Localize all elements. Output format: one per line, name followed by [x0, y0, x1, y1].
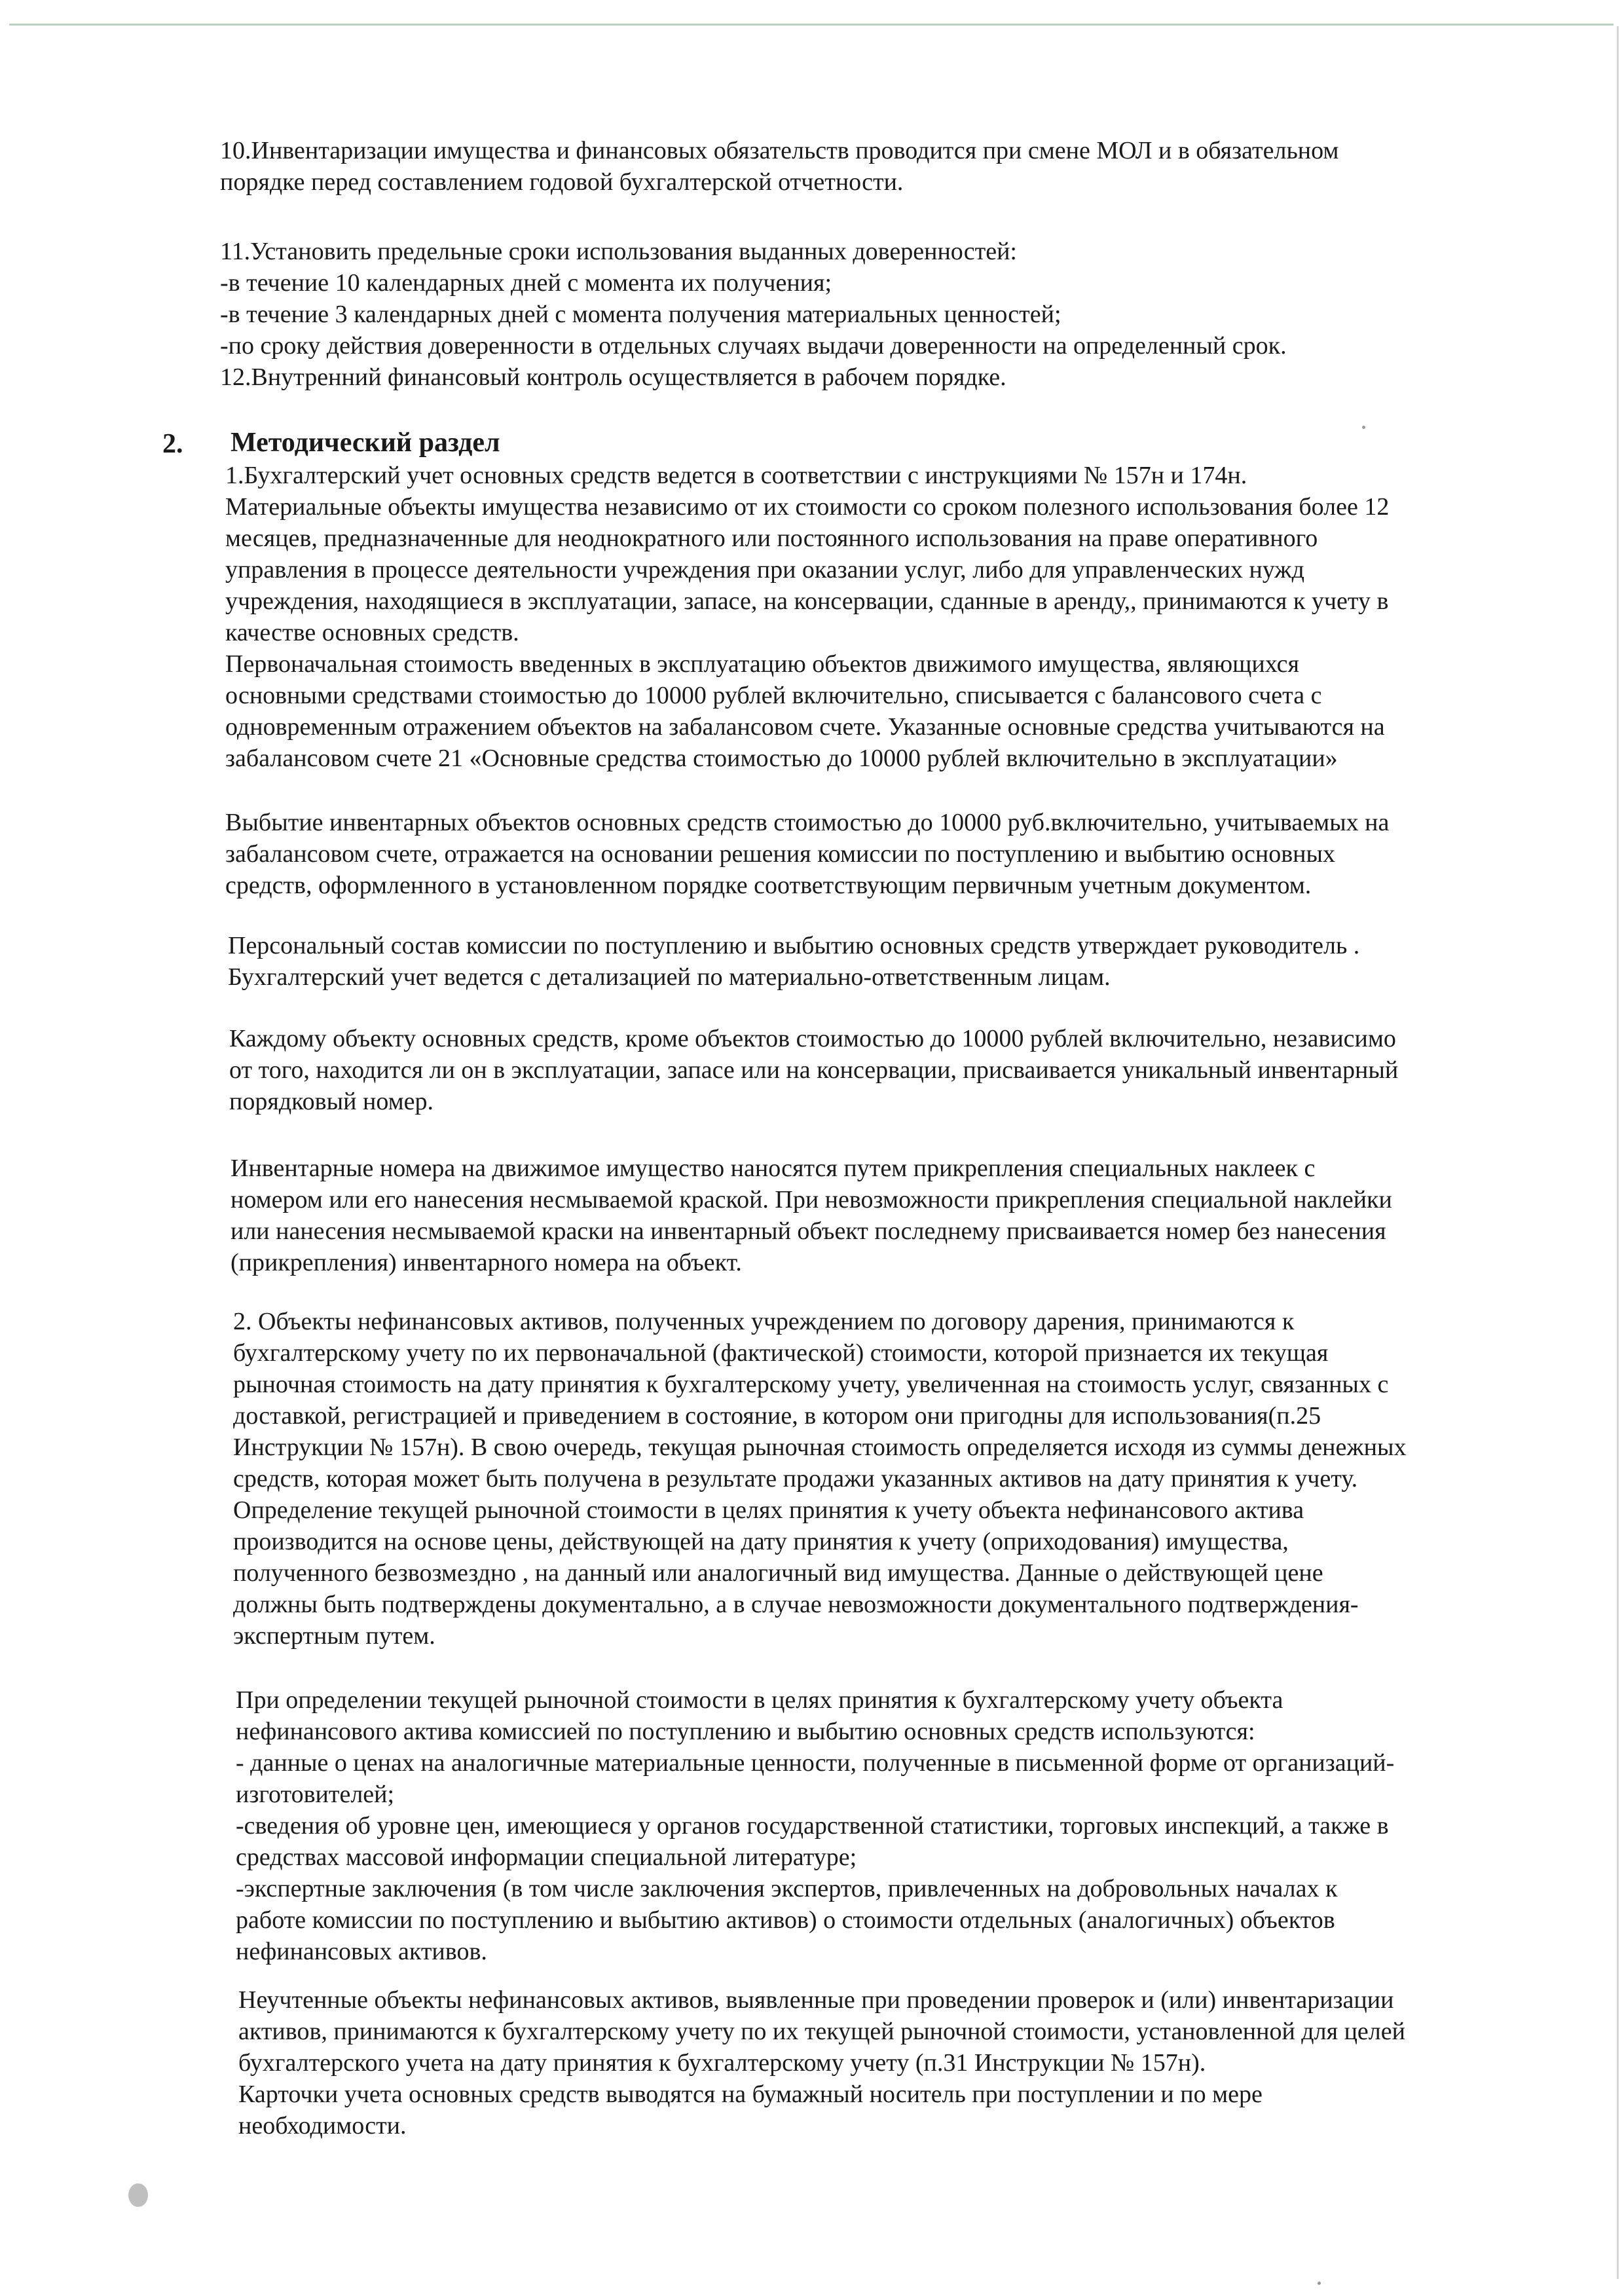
- text-line: или нанесения несмываемой краски на инвентарный объект последнему присваивается номер без нанесения: [231, 1217, 1386, 1245]
- text-line: забалансовом счете, отражается на основании решения комиссии по поступлению и выбытию основных: [225, 840, 1336, 868]
- text-line: необходимости.: [238, 2112, 407, 2139]
- paragraph-power-of-attorney: [220, 236, 1287, 393]
- text-line: изготовителей;: [236, 1781, 395, 1808]
- text-line: бухгалтерского учета на дату принятия к бухгалтерскому учету (п.31 Инструкции № 157н).: [238, 2049, 1206, 2077]
- paragraph-inventory: [220, 135, 1338, 198]
- text-line: 1.Бухгалтерский учет основных средств ведется в соответствии с инструкциями № 157н и 174н.: [225, 462, 1247, 489]
- text-line: бухгалтерскому учету по их первоначальной (фактической) стоимости, которой признается их текущая: [233, 1339, 1329, 1367]
- text-line: Выбытие инвентарных объектов основных средств стоимостью до 10000 руб.включительно, учитываемых на: [225, 809, 1390, 836]
- scan-artifact-blob: [128, 2183, 148, 2207]
- text-line: Инструкции № 157н). В свою очередь, текущая рыночная стоимость определяется исходя из суммы денежных: [233, 1434, 1407, 1461]
- section-number: 2.: [162, 429, 183, 459]
- paragraph-market-value: [236, 1684, 1394, 1967]
- text-line: (прикрепления) инвентарного номера на объект.: [231, 1249, 742, 1276]
- paragraph-inventory-number: [229, 1023, 1398, 1117]
- text-line: нефинансовых активов.: [236, 1938, 487, 1965]
- text-line: При определении текущей рыночной стоимости в целях принятия к бухгалтерскому учету объекта: [236, 1686, 1283, 1714]
- text-line: Определение текущей рыночной стоимости в целях принятия к учету объекта нефинансового актива: [233, 1496, 1304, 1524]
- text-line: качестве основных средств.: [225, 619, 519, 646]
- text-line: 10.Инвентаризации имущества и финансовых обязательств проводится при смене МОЛ и в обязательном: [220, 137, 1339, 164]
- text-line: средств, которая может быть получена в результате продажи указанных активов на дату принятия к учету.: [233, 1465, 1358, 1492]
- text-line: средствах массовой информации специальной литературе;: [236, 1843, 857, 1871]
- text-line: Персональный состав комиссии по поступлению и выбытию основных средств утверждает руководитель .: [228, 932, 1360, 959]
- text-line: доставкой, регистрацией и приведением в состояние, в котором они пригодны для использования(п.25: [233, 1402, 1321, 1430]
- paragraph-fixed-assets: [225, 460, 1389, 774]
- text-line: Бухгалтерский учет ведется с детализацией по материально-ответственным лицам.: [228, 963, 1111, 991]
- text-line: экспертным путем.: [233, 1622, 435, 1650]
- text-line: -сведения об уровне цен, имеющиеся у органов государственной статистики, торговых инспекций, а также в: [236, 1812, 1389, 1840]
- paragraph-disposal: [225, 807, 1389, 901]
- paragraph-unaccounted: [238, 1984, 1405, 2141]
- scan-edge-line: [9, 24, 1614, 26]
- text-line: 11.Установить предельные сроки использования выданных доверенностей:: [220, 238, 1017, 265]
- text-line: Первоначальная стоимость введенных в эксплуатацию объектов движимого имущества, являющихся: [225, 650, 1299, 678]
- text-line: -в течение 10 календарных дней с момента их получения;: [220, 269, 832, 297]
- text-line: от того, находится ли он в эксплуатации, запасе или на консервации, присваивается уникальный инвентарный: [229, 1056, 1399, 1084]
- text-line: учреждения, находящиеся в эксплуатации, запасе, на консервации, сданные в аренду,, принимаются к учету в: [225, 587, 1389, 615]
- text-line: управления в процессе деятельности учреждения при оказании услуг, либо для управленческих нужд: [225, 556, 1304, 583]
- text-line: Материальные объекты имущества независимо от их стоимости со сроком полезного использования более 12: [225, 493, 1390, 521]
- text-line: полученного безвозмездно , на данный или аналогичный вид имущества. Данные о действующей цене: [233, 1559, 1323, 1587]
- text-line: нефинансового актива комиссией по поступлению и выбытию основных средств используются:: [236, 1718, 1255, 1745]
- text-line: рыночная стоимость на дату принятия к бухгалтерскому учету, увеличенная на стоимость услуг, связанных с: [233, 1371, 1389, 1398]
- text-line: должны быть подтверждены документально, а в случае невозможности документального подтверждения-: [233, 1591, 1359, 1618]
- text-line: производится на основе цены, действующей на дату принятия к учету (оприходования) имущества,: [233, 1528, 1289, 1555]
- text-line: 2. Объекты нефинансовых активов, полученных учреждением по договору дарения, принимаются к: [233, 1308, 1295, 1335]
- paragraph-labels: [231, 1153, 1392, 1278]
- text-line: одновременным отражением объектов на забалансовом счете. Указанные основные средства учитываются на: [225, 713, 1385, 741]
- text-line: - данные о ценах на аналогичные материальные ценности, полученные в письменной форме от организаций-: [236, 1749, 1395, 1777]
- text-line: 12.Внутренний финансовый контроль осуществляется в рабочем порядке.: [220, 363, 1006, 391]
- text-line: работе комиссии по поступлению и выбытию активов) о стоимости отдельных (аналогичных) объектов: [236, 1906, 1335, 1934]
- scan-speck: [1362, 426, 1365, 429]
- text-line: -экспертные заключения (в том числе заключения экспертов, привлеченных на добровольных началах к: [236, 1875, 1338, 1902]
- text-line: активов, принимаются к бухгалтерскому учету по их текущей рыночной стоимости, установленной для целей: [238, 2018, 1405, 2045]
- text-line: Карточки учета основных средств выводятся на бумажный носитель при поступлении и по мере: [238, 2081, 1263, 2108]
- text-line: порядке перед составлением годовой бухгалтерской отчетности.: [220, 168, 904, 196]
- text-line: Каждому объекту основных средств, кроме объектов стоимостью до 10000 рублей включительно, независимо: [229, 1025, 1396, 1052]
- paragraph-commission: [228, 930, 1359, 993]
- text-line: порядковый номер.: [229, 1088, 434, 1115]
- text-line: месяцев, предназначенные для неоднократного или постоянного использования на праве оперативного: [225, 525, 1318, 552]
- text-line: Инвентарные номера на движимое имущество наносятся путем прикрепления специальных наклеек с: [231, 1155, 1316, 1182]
- paragraph-donation: [233, 1306, 1406, 1652]
- text-line: забалансовом счете 21 «Основные средства стоимостью до 10000 рублей включительно в эксплуатации»: [225, 745, 1338, 772]
- text-line: средств, оформленного в установленном порядке соответствующим первичным учетным документом.: [225, 872, 1312, 899]
- text-line: -в течение 3 календарных дней с момента получения материальных ценностей;: [220, 301, 1061, 328]
- text-line: номером или его нанесения несмываемой краской. При невозможности прикрепления специальной наклейки: [231, 1186, 1392, 1213]
- text-line: Неучтенные объекты нефинансовых активов, выявленные при проведении проверок и (или) инвентаризации: [238, 1986, 1394, 2014]
- section-heading: Методический раздел: [231, 428, 500, 458]
- scan-speck: [1318, 2282, 1321, 2285]
- text-line: основными средствами стоимостью до 10000 рублей включительно, списывается с балансового счета с: [225, 682, 1322, 709]
- text-line: -по сроку действия доверенности в отдельных случаях выдачи доверенности на определенный срок.: [220, 332, 1287, 360]
- scan-right-edge: [1617, 26, 1619, 2279]
